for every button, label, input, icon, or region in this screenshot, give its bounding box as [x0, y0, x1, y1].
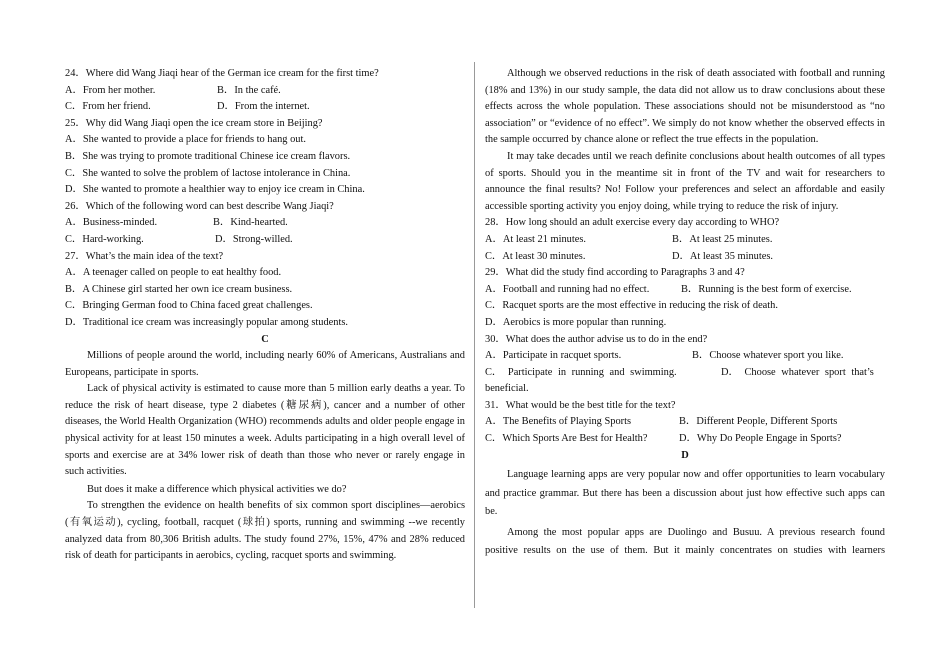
option-b: B．A Chinese girl started her own ice cream business.: [65, 283, 293, 295]
option-d: D．Strong-willed.: [215, 233, 293, 245]
option-d: D．Why Do People Engage in Sports?: [679, 433, 842, 445]
option-a: A．Football and running had no effect.: [485, 283, 650, 295]
option-b: B．In the café.: [217, 84, 281, 96]
passage-paragraph: It may take decades until we reach definite conclusions about health outcomes of all types of sports. Should you in the meantime sit in front of the TV and wait for researchers to announce the final results? No! Follow your preferences and select an affordable and easily accessible sporting activity you enjoy doing, while trying to reduce the risk of injury.: [485, 150, 885, 212]
passage-paragraph: Among the most popular apps are Duolingo and Busuu. A previous research found positive results on the use of them. But it mainly concentrates on studies with learners: [485, 526, 885, 557]
option-c: C．Racquet sports are the most effective in reducing the risk of death.: [485, 300, 778, 312]
option-c: C．Bringing German food to China faced great challenges.: [65, 300, 313, 312]
option-b: B．She was trying to promote traditional Chinese ice cream flavors.: [65, 150, 351, 162]
option-a: A．A teenager called on people to eat healthy food.: [65, 267, 282, 279]
question-stem: 27．What’s the main idea of the text?: [65, 250, 224, 262]
passage-c-continued: [485, 66, 885, 215]
question-31: [485, 398, 885, 448]
question-24: [65, 66, 465, 116]
option-a: A．She wanted to provide a place for friends to hang out.: [65, 134, 306, 146]
section-heading-c: C: [261, 333, 269, 345]
question-stem: 30．What does the author advise us to do in the end?: [485, 333, 708, 345]
option-d: D． Choose whatever sport that’s: [721, 366, 874, 378]
question-25: [65, 116, 465, 199]
question-stem: 28．How long should an adult exercise every day according to WHO?: [485, 217, 780, 229]
option-a: A．At least 21 minutes.: [485, 233, 587, 245]
option-b: B．Different People, Different Sports: [679, 416, 838, 428]
option-b: B．Kind-hearted.: [213, 217, 288, 229]
question-26: [65, 199, 465, 249]
option-a: A．Participate in racquet sports.: [485, 350, 622, 362]
option-a: A．From her mother.: [65, 84, 156, 96]
option-d: D．She wanted to promote a healthier way to enjoy ice cream in China.: [65, 184, 365, 196]
question-stem: 31．What would be the best title for the text?: [485, 399, 676, 411]
section-heading-d: D: [681, 449, 689, 461]
option-d: D．Aerobics is more popular than running.: [485, 316, 667, 328]
option-b: B．Running is the best form of exercise.: [681, 283, 852, 295]
option-d: D．From the internet.: [217, 101, 310, 113]
option-c: C． Participate in running and swimming.: [485, 366, 677, 378]
option-a: A．The Benefits of Playing Sports: [485, 416, 632, 428]
option-c: C．She wanted to solve the problem of lactose intolerance in China.: [65, 167, 351, 179]
option-c: C．At least 30 minutes.: [485, 250, 586, 262]
question-27: [65, 249, 465, 332]
option-c: C．From her friend.: [65, 101, 151, 113]
question-stem: 29．What did the study find according to Paragraphs 3 and 4?: [485, 267, 745, 279]
question-28: [485, 215, 885, 265]
right-column: [485, 66, 885, 561]
column-divider: [474, 62, 475, 608]
option-b: B．Choose whatever sport you like.: [692, 350, 844, 362]
option-d-continued: beneficial.: [485, 383, 529, 395]
option-b: B．At least 25 minutes.: [672, 233, 773, 245]
question-29: [485, 265, 885, 331]
option-d: D．At least 35 minutes.: [672, 250, 774, 262]
passage-d: [485, 466, 885, 561]
question-30: [485, 332, 885, 398]
passage-paragraph: To strengthen the evidence on health benefits of six common sport disciplines—aerobics (有氧运动), cycling, football, racquet (球拍) sports, running and swimming --we recently analyzed data from 80,306 British adults. The study found 27%, 15%, 47% and 28% reduced risk of death for participants in aerobics, cycling, racquet sports and swimming.: [65, 500, 465, 562]
option-d: D．Traditional ice cream was increasingly popular among students.: [65, 316, 348, 328]
question-stem: 25．Why did Wang Jiaqi open the ice cream store in Beijing?: [65, 117, 323, 129]
question-stem: 24．Where did Wang Jiaqi hear of the German ice cream for the first time?: [65, 68, 379, 79]
passage-paragraph: Lack of physical activity is estimated to cause more than 5 million early deaths a year. To reduce the risk of heart disease, type 2 diabetes (糖尿病), cancer and a number of other diseases, the World Health Organization (WHO) recommends adults and older people engage in physical activity for at least 150 minutes a week. Adults participating in a high overall level of sports and exercise are at 34% lower risk of death than those who never or rarely engage in such activities.: [65, 383, 465, 478]
passage-paragraph: Language learning apps are very popular now and offer opportunities to learn vocabulary and practice grammar. But there has been a discussion about just how effective such apps can be.: [485, 469, 885, 518]
question-stem: 26．Which of the following word can best describe Wang Jiaqi?: [65, 200, 334, 212]
passage-paragraph: Although we observed reductions in the risk of death associated with football and running (18% and 13%) in our study sample, the data did not allow us to draw conclusions about these effects across the whole population. These associations should not be misunderstood as “no association” or “evidence of no effect”. We simply do not know whether the observed effects in the sample occurred by chance alone or reflect the true effects in the population.: [485, 68, 885, 146]
left-column: [65, 66, 465, 565]
passage-c: [65, 348, 465, 565]
passage-paragraph: But does it make a difference which physical activities we do?: [87, 483, 347, 495]
option-c: C．Hard-working.: [65, 233, 144, 245]
option-a: A．Business-minded.: [65, 217, 158, 229]
option-c: C．Which Sports Are Best for Health?: [485, 433, 648, 445]
passage-paragraph: Millions of people around the world, including nearly 60% of Americans, Australians and Europeans, participate in sports.: [65, 350, 465, 378]
